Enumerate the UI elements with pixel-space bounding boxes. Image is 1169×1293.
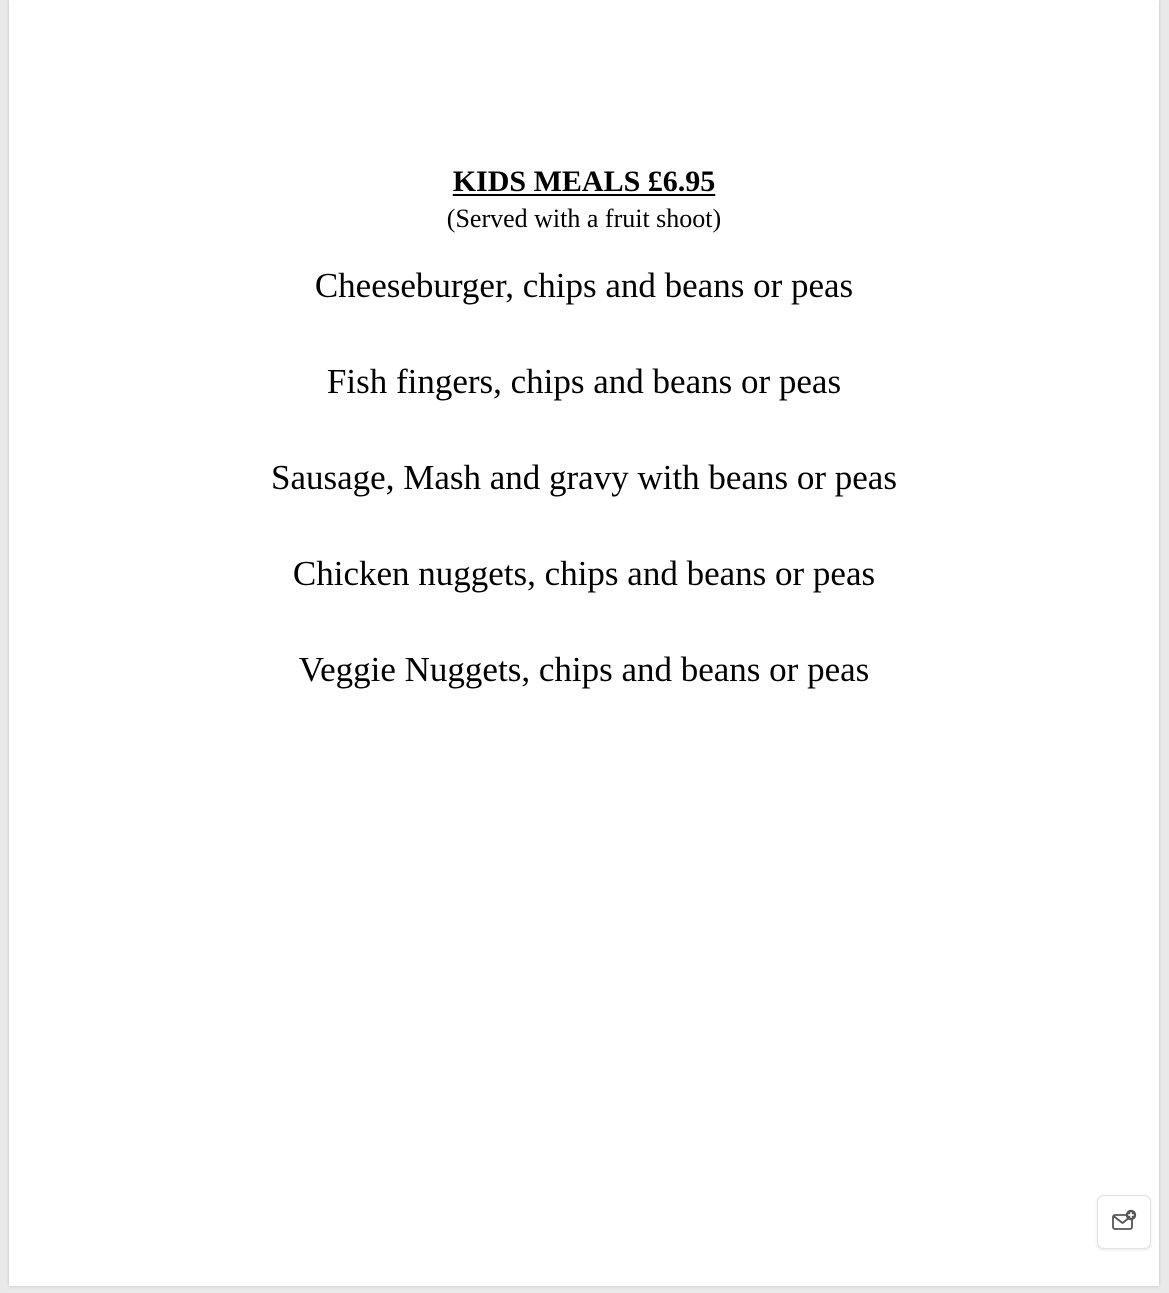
add-to-mail-button[interactable] [1097, 1195, 1151, 1249]
menu-subtitle: (Served with a fruit shoot) [446, 204, 722, 233]
menu-item: Veggie Nuggets, chips and beans or peas [298, 650, 870, 689]
menu-item: Sausage, Mash and gravy with beans or peas [271, 458, 897, 497]
menu-item: Fish fingers, chips and beans or peas [326, 362, 842, 401]
menu-item-list [9, 264, 1159, 744]
menu-item: Chicken nuggets, chips and beans or peas [292, 554, 876, 593]
menu-title [9, 163, 1159, 201]
menu-title-text: KIDS MEALS £6.95 [452, 165, 716, 198]
document-page [9, 0, 1159, 1286]
mail-add-icon [1110, 1208, 1138, 1236]
menu-item: Cheeseburger, chips and beans or peas [314, 266, 854, 305]
